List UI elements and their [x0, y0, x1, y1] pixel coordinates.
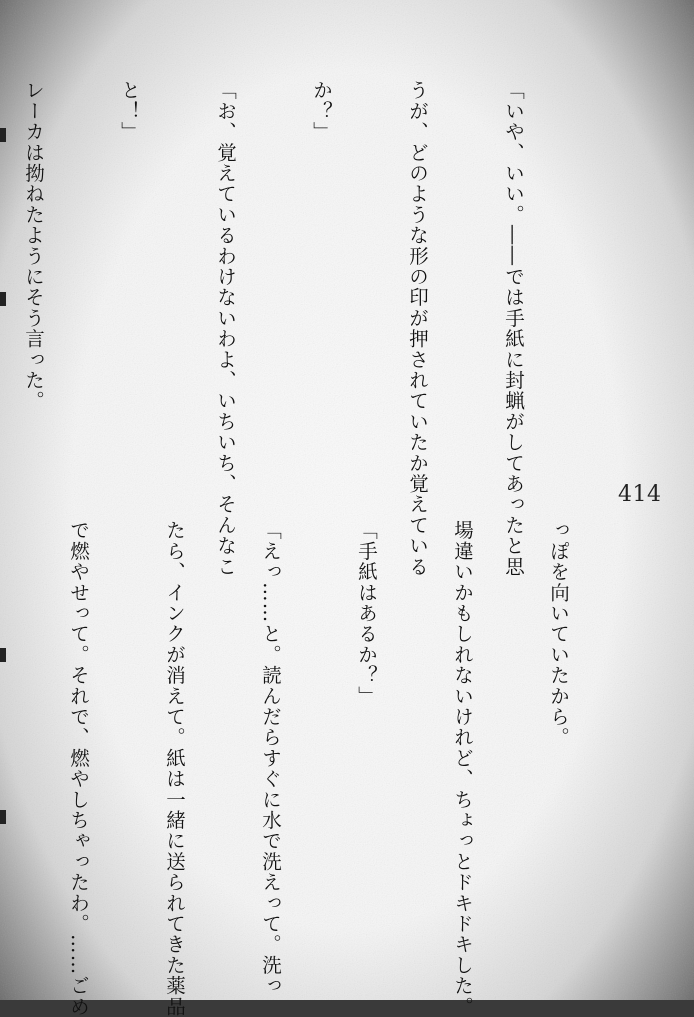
- text-line: 「いや、いい。――では手紙に封蝋がしてあったと思: [502, 80, 525, 577]
- upper-text-block: [22, 80, 593, 577]
- text-line: たら、インクが消えて。紙は一緒に送られてきた薬品: [163, 520, 186, 1017]
- text-line: 「えっ……と。読んだらすぐに水で洗えって。洗っ: [259, 520, 282, 997]
- text-line: っぽを向いていたから。: [547, 520, 570, 748]
- text-line: うが、どのような形の印が押されていたか覚えている: [406, 80, 429, 577]
- lower-text-block: [67, 520, 638, 1017]
- text-line: 「お、覚えているわけないわよ、いちいち、そんなこ: [214, 80, 237, 577]
- text-line: レーカは拗ねたようにそう言った。: [22, 80, 45, 412]
- text-line: で燃やせって。それで、燃やしちゃったわ。……ごめ: [67, 520, 90, 1017]
- text-line: と！」: [118, 80, 141, 143]
- page-number: 414: [618, 482, 662, 507]
- text-line: か？」: [310, 80, 333, 143]
- text-line: 場違いかもしれないけれど、ちょっとドキドキした。: [451, 520, 474, 1017]
- text-line: 「手紙はあるか？」: [355, 520, 378, 707]
